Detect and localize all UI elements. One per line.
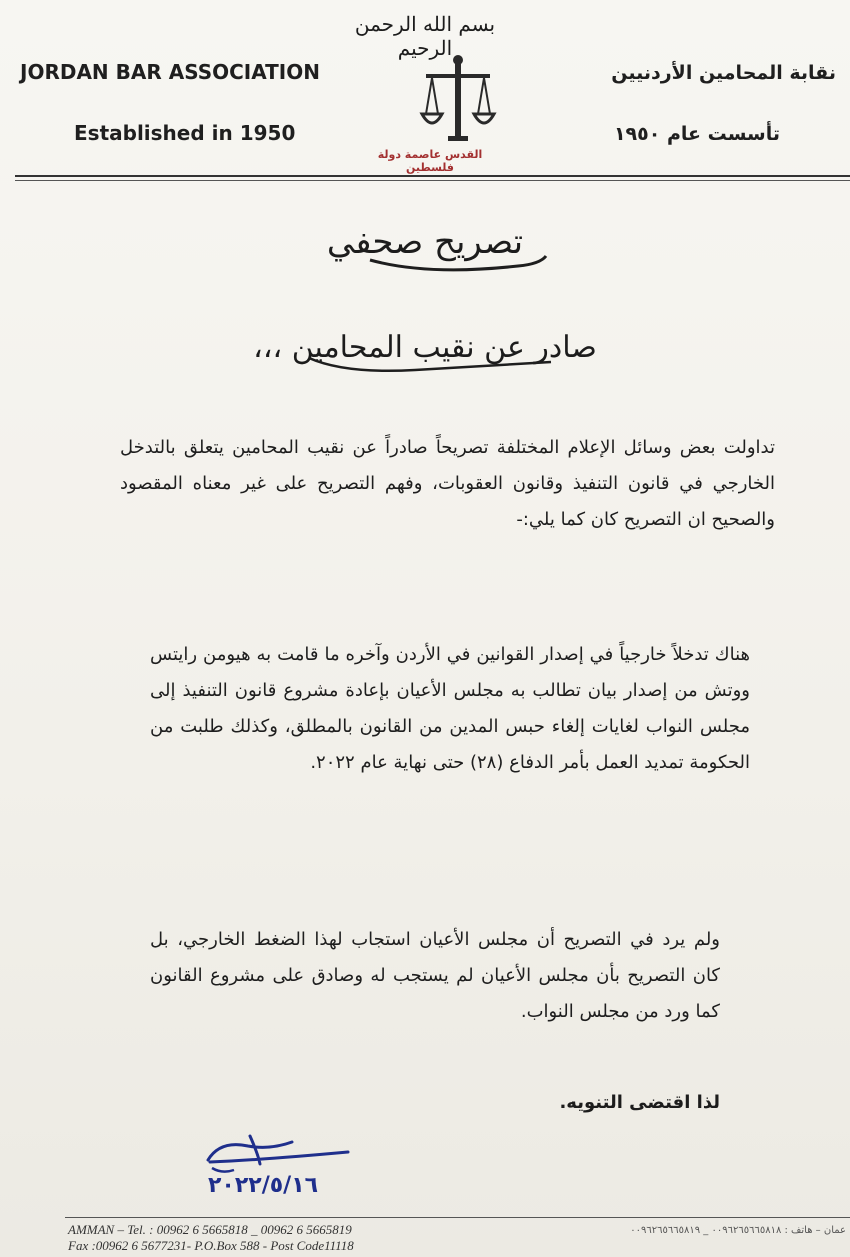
title-underline-flourish	[368, 252, 548, 274]
established-en: Established in 1950	[74, 121, 296, 145]
header-divider	[15, 175, 850, 177]
signature-date: ٢٠٢٢/٥/١٦	[208, 1173, 319, 1198]
subtitle-underline-flourish	[305, 352, 555, 376]
bismillah: بسم الله الرحمن الرحيم	[354, 12, 496, 60]
footer-divider	[65, 1217, 850, 1218]
document-title: تصريح صحفي	[326, 222, 524, 262]
header-divider-thin	[15, 180, 850, 181]
logo-caption: القدس عاصمة دولة فلسطين	[377, 148, 483, 174]
signature-image	[200, 1130, 355, 1200]
footer-contact-line-2: Fax :00962 6 5677231- P.O.Box 588 - Post Code11118	[68, 1238, 354, 1253]
paragraph-intro: تداولت بعض وسائل الإعلام المختلفة تصريحاً صادراً عن نقيب المحامين يتعلق بالتدخل الخارجي في قانون التنفيذ وقانون العقوبات، وفهم التصريح على غير معناه المقصود والصحيح ان التصريح كان كما يلي:-	[120, 437, 775, 530]
footer-contact-ar: عمان – هاتف : ٠٠٩٦٢٦٥٦٦٥٨١٨ _ ٠٠٩٦٢٦٥٦٦٥٨١٩	[630, 1225, 846, 1236]
org-name-en: JORDAN BAR ASSOCIATION	[20, 60, 320, 84]
scales-of-justice-logo	[418, 52, 498, 144]
paragraph-clarification: ولم يرد في التصريح أن مجلس الأعيان استجاب لهذا الضغط الخارجي، بل كان التصريح بأن مجلس الأعيان لم يستجب له وصادق على مشروع القانون كما ورد من مجلس النواب.	[150, 929, 720, 1022]
closing-remark: لذا اقتضى التنويه.	[559, 1092, 720, 1113]
paragraph-statement: هناك تدخلاً خارجياً في إصدار القوانين في الأردن وآخره ما قامت به هيومن رايتس ووتش من إصدار بيان تطالب به مجلس الأعيان بإعادة مشروع قانون التنفيذ إلى مجلس النواب لغايات إلغاء حبس المدين من القانون بالمطلق، وكذلك طلبت من الحكومة تمديد العمل بأمر الدفاع (٢٨) حتى نهاية عام ٢٠٢٢.	[150, 644, 750, 773]
document-subtitle: صادر عن نقيب المحامين ،،،	[253, 330, 597, 365]
established-ar: تأسست عام ١٩٥٠	[613, 123, 780, 145]
footer-contact-line-1: AMMAN – Tel. : 00962 6 5665818 _ 00962 6 5665819	[68, 1222, 352, 1237]
org-name-ar: نقابة المحامين الأردنيين	[611, 62, 836, 84]
